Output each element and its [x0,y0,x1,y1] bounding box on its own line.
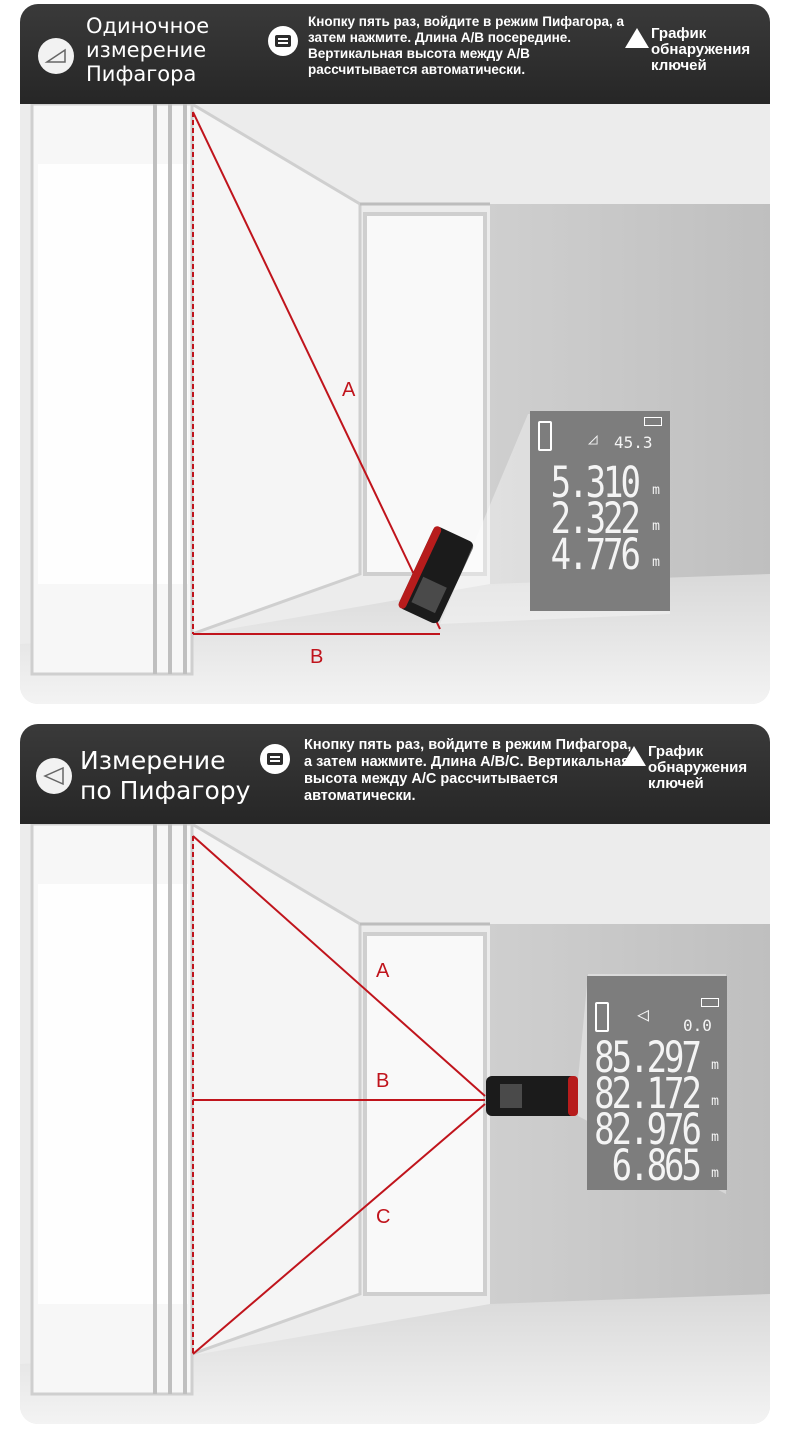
keypad-icon [268,26,298,56]
unit-3: m [711,1130,719,1145]
room-illustration [20,104,770,704]
reading-1: 5.310 [550,458,638,508]
keypad-icon [260,744,290,774]
triangle-mode-icon [36,758,72,794]
reading-4: 6.865 [611,1141,699,1191]
battery-icon [644,417,662,426]
laser-device-icon [486,1076,578,1116]
triangle-up-icon [625,28,649,48]
battery-icon [701,998,719,1007]
reading-2: 82.172 [594,1069,699,1119]
mode-title: Одиночное измерение Пифагора [86,14,210,86]
panel-header [20,724,770,824]
triangle-mode-icon: ◁ [637,1002,650,1026]
line-label-b: B [310,646,324,668]
triangle-mode-icon [38,38,74,74]
panel-header [20,4,770,104]
graph-text: График обнаружения ключей [651,25,751,74]
triangle-mode-icon: ◿ [588,429,598,448]
line-label-b: B [376,1070,390,1092]
angle-value: 0.0 [683,1016,712,1035]
room-scene [20,104,770,704]
unit-2: m [711,1094,719,1109]
reading-3: 4.776 [550,530,638,580]
mode-description: Кнопку пять раз, войдите в режим Пифагора, а затем нажмите. Длина А/В/С. Вертикальная высота между А/С рассчитывается автоматически. [304,737,632,804]
lcd-display [530,411,670,611]
laser-device-icon [595,1002,609,1032]
laser-device-icon [538,421,552,451]
reading-2: 2.322 [550,494,638,544]
mode-description: Кнопку пять раз, войдите в режим Пифагора, а затем нажмите. Длина А/В посередине. Вертикальная высота между А/В рассчитывается автоматически. [308,14,625,77]
graph-text: График обнаружения ключей [648,743,748,792]
unit-1: m [711,1058,719,1073]
angle-value: 45.3 [614,433,653,452]
line-label-c: C [376,1206,391,1228]
unit-2: m [652,519,660,534]
unit-4: m [711,1166,719,1181]
reading-3: 82.976 [594,1105,699,1155]
unit-1: m [652,483,660,498]
panel-pythagoras-measurement [20,724,770,1424]
panel-single-pythagoras [20,4,770,704]
unit-3: m [652,555,660,570]
lcd-display [587,976,727,1190]
triangle-up-icon [622,746,646,766]
line-label-a: A [376,960,390,982]
mode-title: Измерение по Пифагору [80,746,251,805]
line-label-a: A [342,379,356,401]
reading-1: 85.297 [594,1033,699,1083]
